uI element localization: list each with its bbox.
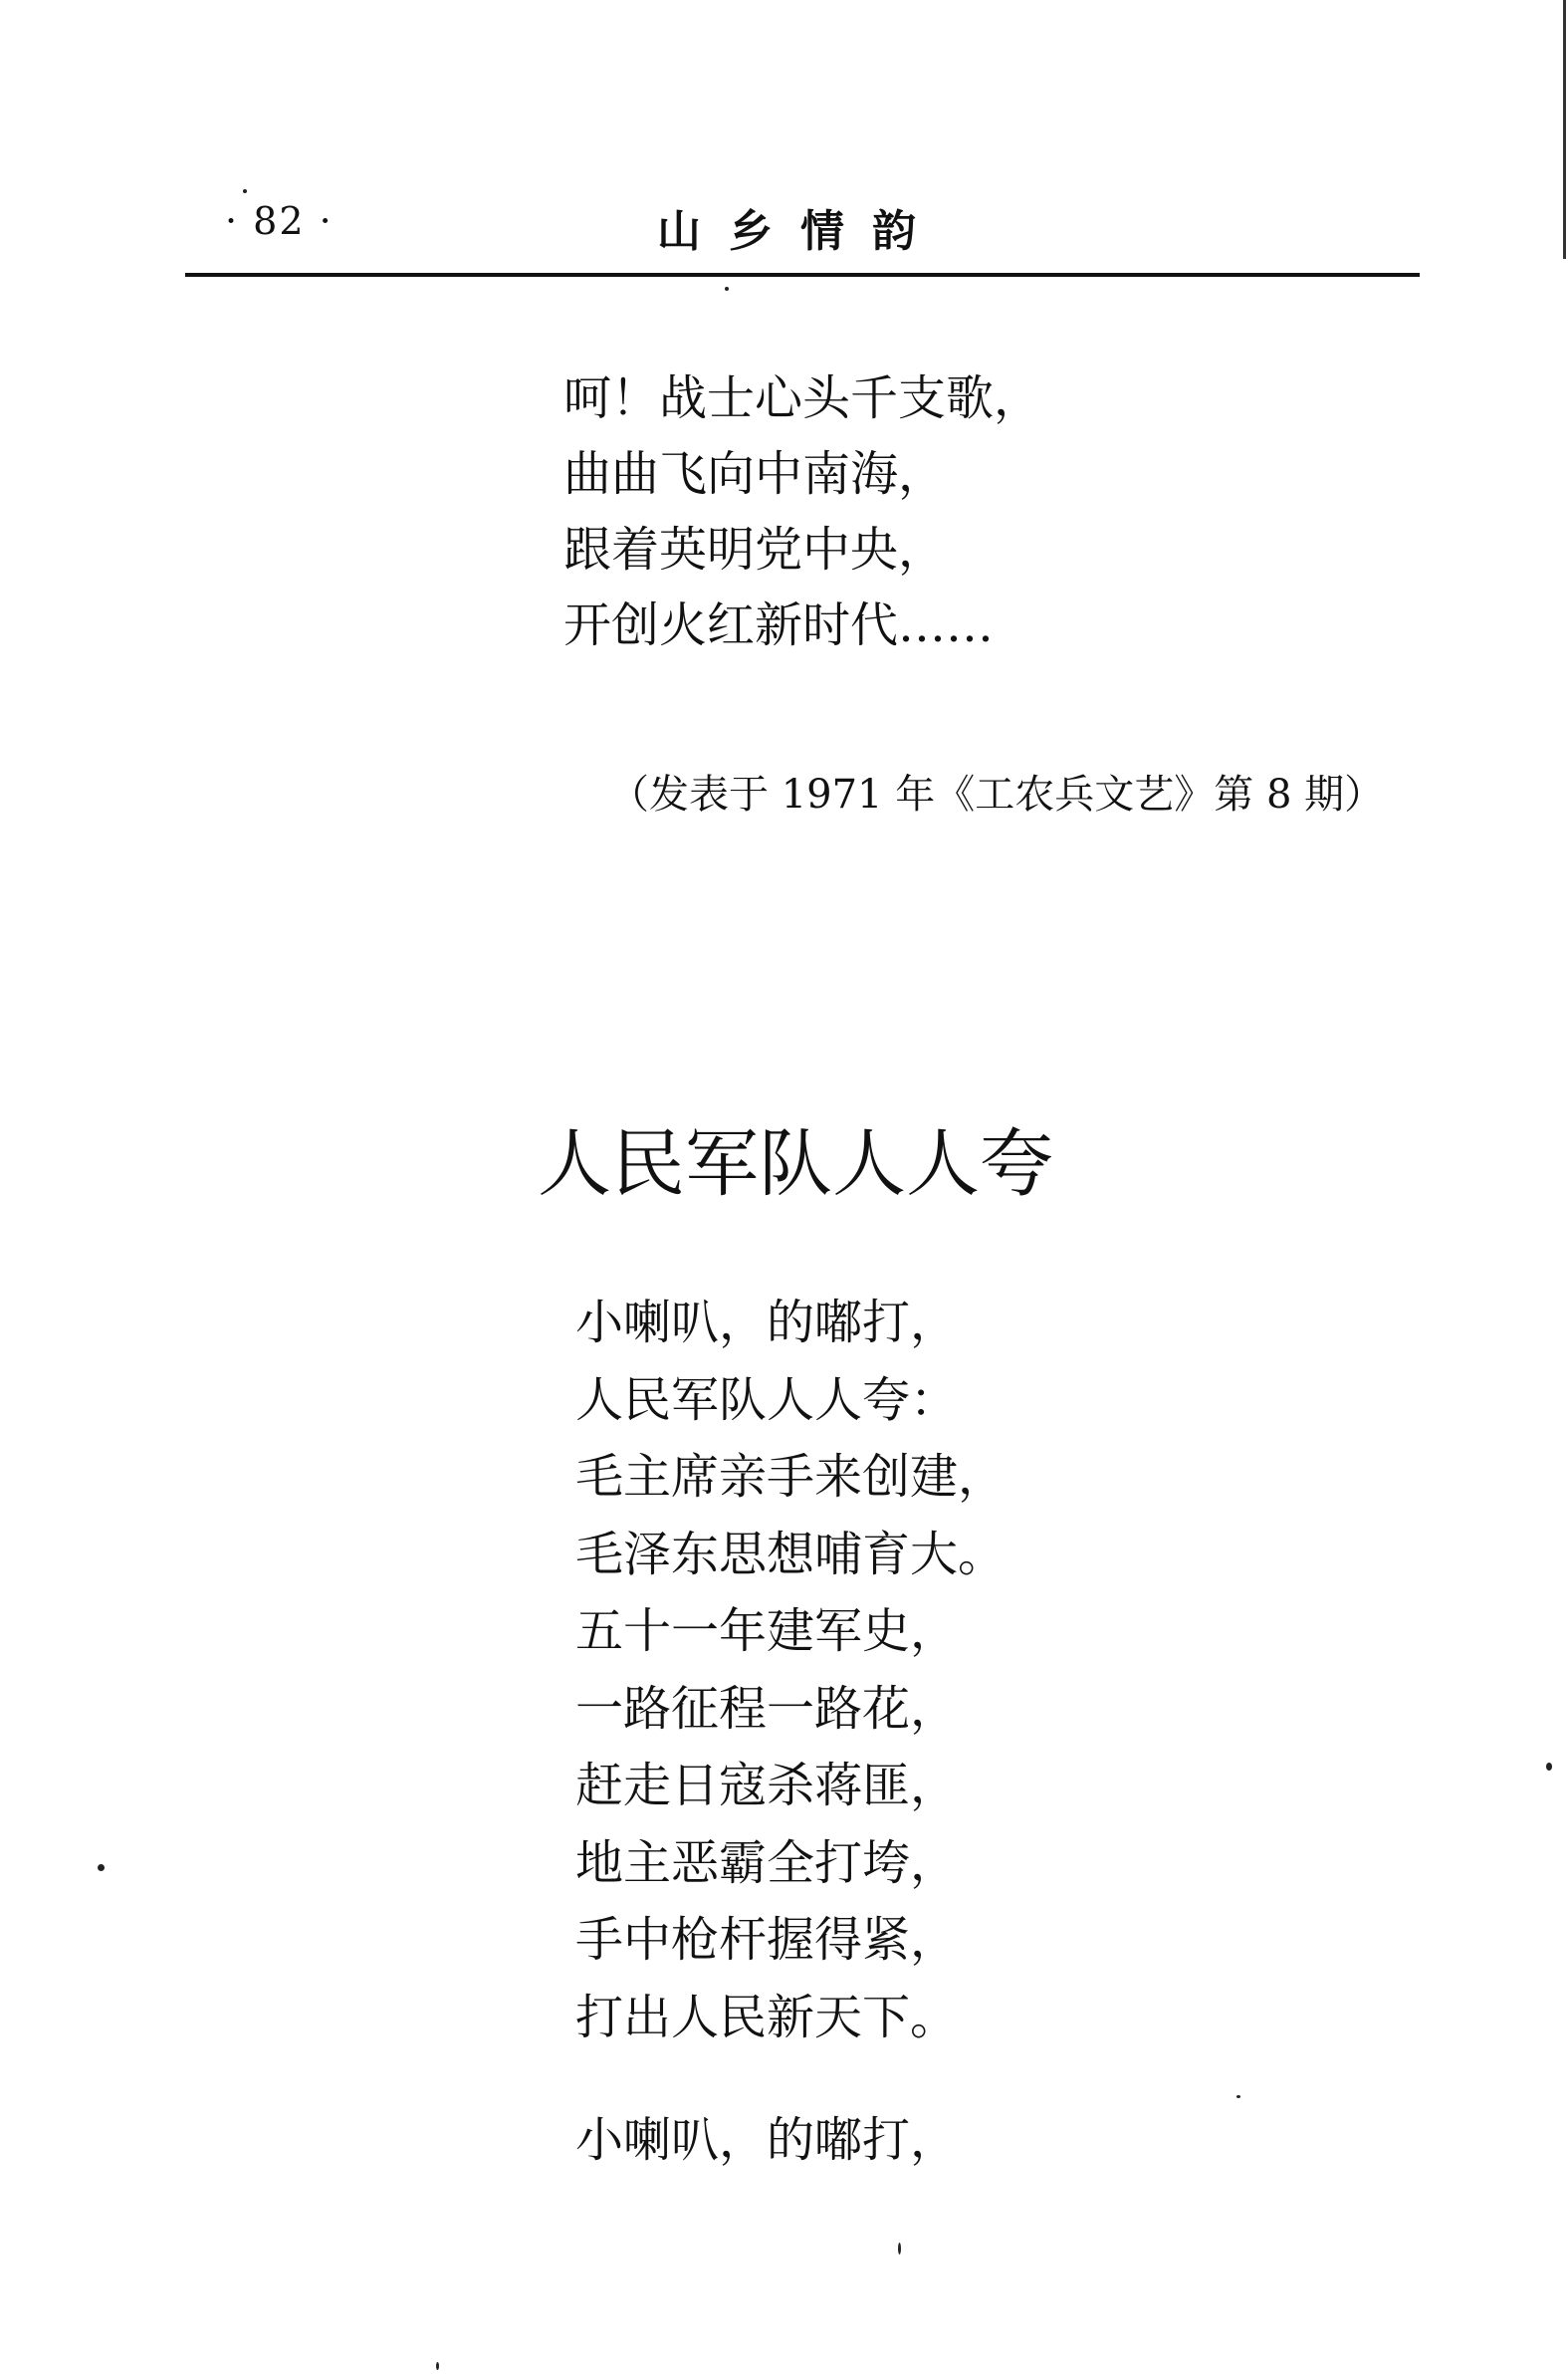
poem-line: 毛泽东思想哺育大。 xyxy=(575,1526,1007,1582)
poem-line: 曲曲飞向中南海， xyxy=(563,446,947,502)
scan-speck xyxy=(243,189,247,193)
poem-line: 跟着英明党中央， xyxy=(563,522,947,578)
poem-line: 赶走日寇杀蒋匪， xyxy=(575,1758,959,1813)
poem-line: 小喇叭，的嘟打， xyxy=(575,2112,959,2168)
poem-line: 打出人民新天下。 xyxy=(575,1989,959,2045)
previous-poem xyxy=(563,360,1041,663)
poem-line: 毛主席亲手来创建， xyxy=(575,1449,1007,1505)
scan-speck xyxy=(1236,2095,1240,2098)
edge-line xyxy=(1563,0,1566,259)
poem-line: 开创火红新时代…… xyxy=(563,597,995,653)
poem-line: 地主恶霸全打垮， xyxy=(575,1834,959,1891)
scan-speck xyxy=(436,2362,439,2370)
poem-title: 人民军队人人夸 xyxy=(538,1121,1053,1207)
scan-speck xyxy=(898,2243,901,2255)
scan-speck xyxy=(1546,1763,1552,1771)
source-note: （发表于 1971 年《工农兵文艺》第 8 期） xyxy=(609,772,1385,818)
stanza-gap xyxy=(575,2056,1006,2102)
poem-line: 手中枪杆握得紧， xyxy=(575,1912,959,1968)
page-number: · 82 · xyxy=(225,199,334,243)
poem-line: 呵！战士心头千支歌， xyxy=(563,370,1042,426)
header-rule xyxy=(185,273,1420,277)
scan-speck xyxy=(98,1864,105,1871)
scan-speck xyxy=(725,287,729,291)
running-title: 山乡情韵 xyxy=(657,206,944,257)
poem-line: 人民军队人人夸： xyxy=(575,1371,959,1428)
poem-line: 一路征程一路花， xyxy=(575,1680,959,1737)
poem-line: 五十一年建军史， xyxy=(575,1603,959,1659)
poem-body xyxy=(575,1285,1006,2180)
poem-line: 小喇叭，的嘟打， xyxy=(575,1295,959,1350)
